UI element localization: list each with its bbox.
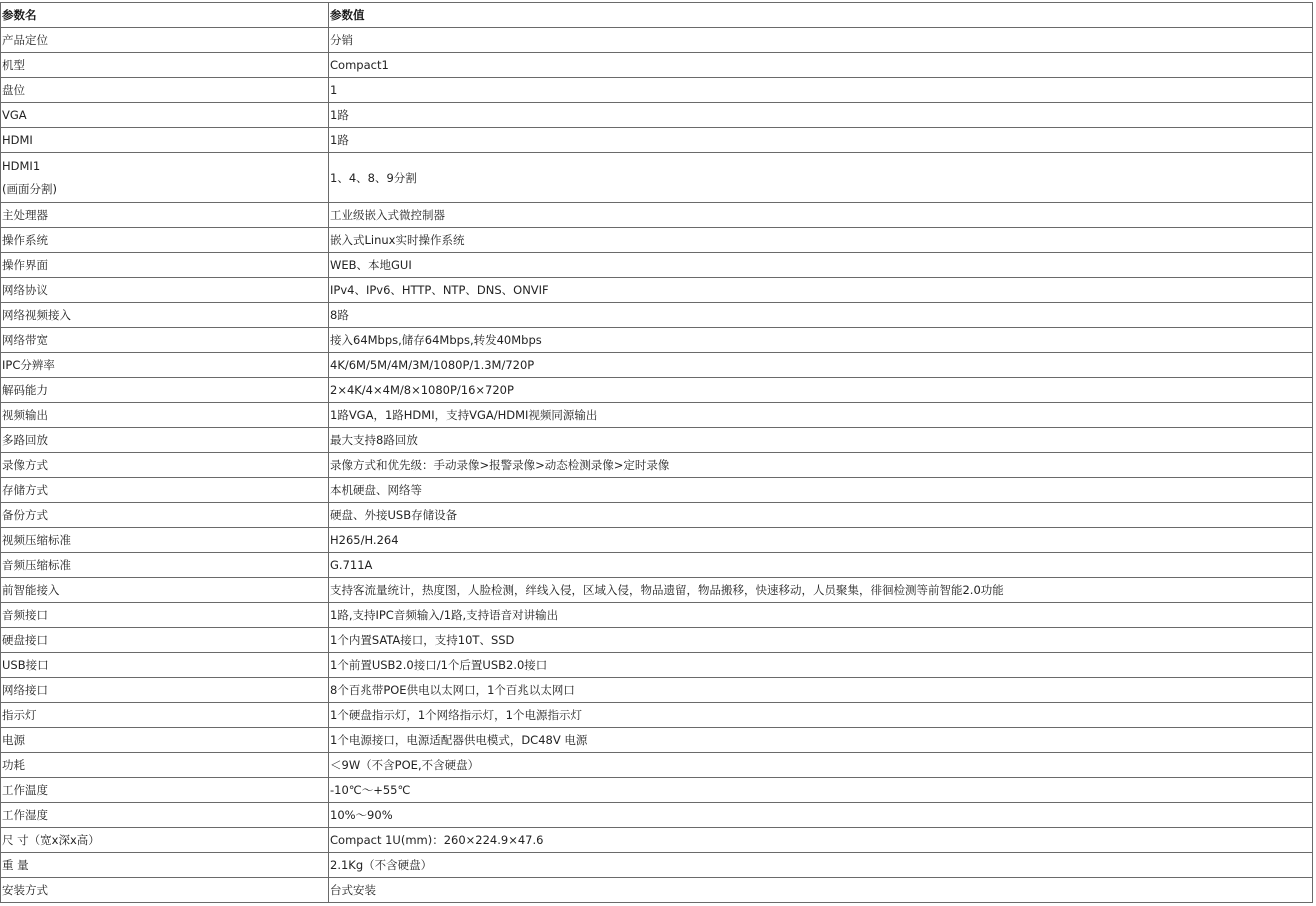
param-value: 工业级嵌入式微控制器 (329, 203, 1313, 228)
header-param-name: 参数名 (1, 3, 329, 28)
param-value: 嵌入式Linux实时操作系统 (329, 228, 1313, 253)
param-value: 8路 (329, 303, 1313, 328)
param-name: 网络视频接入 (1, 303, 329, 328)
param-value: 10%～90% (329, 803, 1313, 828)
param-name: 工作湿度 (1, 803, 329, 828)
param-name: 主处理器 (1, 203, 329, 228)
param-value: 4K/6M/5M/4M/3M/1080P/1.3M/720P (329, 353, 1313, 378)
param-value: Compact 1U(mm)：260×224.9×47.6 (329, 828, 1313, 853)
param-name: 前智能接入 (1, 578, 329, 603)
param-value: 1 (329, 78, 1313, 103)
table-row (1, 503, 1313, 528)
param-value: 1个硬盘指示灯，1个网络指示灯，1个电源指示灯 (329, 703, 1313, 728)
param-value: 本机硬盘、网络等 (329, 478, 1313, 503)
param-name: 视频压缩标准 (1, 528, 329, 553)
param-name: 机型 (1, 53, 329, 78)
table-row (1, 103, 1313, 128)
param-name: VGA (1, 103, 329, 128)
param-value: 2×4K/4×4M/8×1080P/16×720P (329, 378, 1313, 403)
param-value: 2.1Kg（不含硬盘） (329, 853, 1313, 878)
param-value: 1路 (329, 128, 1313, 153)
param-name: USB接口 (1, 653, 329, 678)
table-row (1, 353, 1313, 378)
table-row (1, 853, 1313, 878)
param-name: 网络协议 (1, 278, 329, 303)
param-name: 功耗 (1, 753, 329, 778)
param-value: 1路VGA，1路HDMI，支持VGA/HDMI视频同源输出 (329, 403, 1313, 428)
param-name: 指示灯 (1, 703, 329, 728)
param-name: 安装方式 (1, 878, 329, 903)
table-row (1, 603, 1313, 628)
table-row (1, 653, 1313, 678)
table-row (1, 278, 1313, 303)
table-row (1, 303, 1313, 328)
table-row (1, 428, 1313, 453)
param-name: 电源 (1, 728, 329, 753)
param-value: 1路,支持IPC音频输入/1路,支持语音对讲输出 (329, 603, 1313, 628)
param-name: 重 量 (1, 853, 329, 878)
table-row (1, 153, 1313, 203)
param-value: Compact1 (329, 53, 1313, 78)
table-row (1, 378, 1313, 403)
param-value: 硬盘、外接USB存储设备 (329, 503, 1313, 528)
param-name: 操作界面 (1, 253, 329, 278)
param-name: 硬盘接口 (1, 628, 329, 653)
table-row (1, 578, 1313, 603)
param-name: HDMI (1, 128, 329, 153)
table-row (1, 878, 1313, 903)
table-row (1, 553, 1313, 578)
param-name: 音频接口 (1, 603, 329, 628)
param-name: 录像方式 (1, 453, 329, 478)
param-name: 多路回放 (1, 428, 329, 453)
table-row (1, 78, 1313, 103)
table-row (1, 453, 1313, 478)
table-row (1, 753, 1313, 778)
table-row (1, 228, 1313, 253)
spec-table (0, 2, 1313, 903)
param-value: -10℃～+55℃ (329, 778, 1313, 803)
table-row (1, 528, 1313, 553)
table-row (1, 803, 1313, 828)
param-name: 存储方式 (1, 478, 329, 503)
param-name (1, 153, 329, 203)
param-name: IPC分辨率 (1, 353, 329, 378)
param-value: 1个内置SATA接口，支持10T、SSD (329, 628, 1313, 653)
table-row (1, 478, 1313, 503)
param-name: 网络带宽 (1, 328, 329, 353)
table-row (1, 203, 1313, 228)
param-value: ＜9W（不含POE,不含硬盘） (329, 753, 1313, 778)
param-value: 接入64Mbps,储存64Mbps,转发40Mbps (329, 328, 1313, 353)
param-value: 台式安装 (329, 878, 1313, 903)
table-row (1, 778, 1313, 803)
table-row (1, 403, 1313, 428)
param-name: 音频压缩标准 (1, 553, 329, 578)
table-row (1, 253, 1313, 278)
param-value: 8个百兆带POE供电以太网口，1个百兆以太网口 (329, 678, 1313, 703)
table-row (1, 28, 1313, 53)
param-value: 录像方式和优先级：手动录像>报警录像>动态检测录像>定时录像 (329, 453, 1313, 478)
param-value: 支持客流量统计，热度图，人脸检测，绊线入侵，区域入侵，物品遗留，物品搬移，快速移动，人员聚集，徘徊检测等前智能2.0功能 (329, 578, 1313, 603)
param-value: 分销 (329, 28, 1313, 53)
param-name: 产品定位 (1, 28, 329, 53)
param-value: WEB、本地GUI (329, 253, 1313, 278)
table-row (1, 53, 1313, 78)
param-name: 盘位 (1, 78, 329, 103)
param-value: 1路 (329, 103, 1313, 128)
param-name-line1: HDMI1 (2, 158, 41, 173)
param-value: 最大支持8路回放 (329, 428, 1313, 453)
table-row (1, 728, 1313, 753)
param-value: H265/H.264 (329, 528, 1313, 553)
param-value: G.711A (329, 553, 1313, 578)
table-row (1, 328, 1313, 353)
param-name: 视频输出 (1, 403, 329, 428)
header-param-value: 参数值 (329, 3, 1313, 28)
param-name: 工作温度 (1, 778, 329, 803)
param-value: 1个电源接口，电源适配器供电模式，DC48V 电源 (329, 728, 1313, 753)
table-row (1, 678, 1313, 703)
param-name: 操作系统 (1, 228, 329, 253)
param-name: 网络接口 (1, 678, 329, 703)
param-value: 1、4、8、9分割 (329, 153, 1313, 203)
param-name: 尺 寸（宽x深x高） (1, 828, 329, 853)
table-row (1, 128, 1313, 153)
param-value: 1个前置USB2.0接口/1个后置USB2.0接口 (329, 653, 1313, 678)
param-name: 备份方式 (1, 503, 329, 528)
param-value: IPv4、IPv6、HTTP、NTP、DNS、ONVIF (329, 278, 1313, 303)
table-row (1, 628, 1313, 653)
param-name-line2: (画面分割) (2, 181, 57, 196)
table-row (1, 828, 1313, 853)
table-header-row (1, 3, 1313, 28)
table-row (1, 703, 1313, 728)
param-name: 解码能力 (1, 378, 329, 403)
